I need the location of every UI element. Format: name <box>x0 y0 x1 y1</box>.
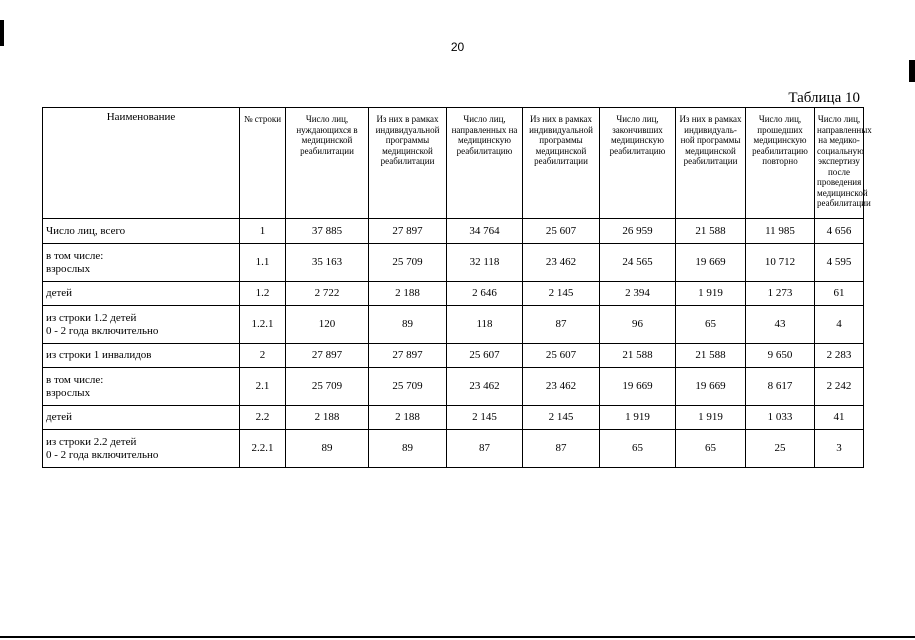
value-cell: 1 919 <box>676 406 746 430</box>
column-header-8: Число лиц, прошедших медицинскую реабилитацию повторно <box>746 108 815 219</box>
value-cell: 1 919 <box>676 282 746 306</box>
column-header-3: Из них в рамках индивидуальной программы медицинской реабилитации <box>369 108 447 219</box>
value-cell: 1 033 <box>746 406 815 430</box>
row-number-cell: 1.1 <box>240 244 286 282</box>
value-cell: 11 985 <box>746 219 815 244</box>
row-number-cell: 1.2.1 <box>240 306 286 344</box>
row-name-cell <box>43 244 240 282</box>
value-cell: 23 462 <box>447 368 523 406</box>
row-number-cell: 2.2 <box>240 406 286 430</box>
value-cell: 4 656 <box>815 219 864 244</box>
table-body <box>43 219 864 468</box>
row-name-line: детей <box>46 411 73 423</box>
row-name-cell <box>43 430 240 468</box>
row-name-cell <box>43 344 240 368</box>
value-cell: 2 646 <box>447 282 523 306</box>
row-number-cell: 2 <box>240 344 286 368</box>
value-cell: 87 <box>447 430 523 468</box>
column-header-9: Число лиц, направленных на медико-социальную экспертизу после проведения медицинской реабилитации <box>815 108 864 219</box>
value-cell: 9 650 <box>746 344 815 368</box>
column-header-7: Из них в рамках индивидуаль-ной программы медицинской реабилитации <box>676 108 746 219</box>
value-cell: 10 712 <box>746 244 815 282</box>
table-row <box>43 282 864 306</box>
value-cell: 23 462 <box>523 244 600 282</box>
value-cell: 2 188 <box>369 282 447 306</box>
column-header-4: Число лиц, направленных на медицинскую реабилитацию <box>447 108 523 219</box>
value-cell: 25 709 <box>286 368 369 406</box>
value-cell: 1 919 <box>600 406 676 430</box>
value-cell: 25 <box>746 430 815 468</box>
row-name-line: 0 - 2 года включительно <box>46 448 159 461</box>
value-cell: 19 669 <box>676 244 746 282</box>
row-number-cell: 1.2 <box>240 282 286 306</box>
row-name-line: из строки 1.2 детей <box>46 311 137 324</box>
value-cell: 4 595 <box>815 244 864 282</box>
value-cell: 2 145 <box>523 282 600 306</box>
scan-bottom-line <box>0 636 915 638</box>
value-cell: 27 897 <box>286 344 369 368</box>
row-name-line: в том числе: <box>46 373 104 386</box>
value-cell: 96 <box>600 306 676 344</box>
scan-edge-mark-right <box>909 60 915 82</box>
value-cell: 25 607 <box>523 219 600 244</box>
value-cell: 89 <box>286 430 369 468</box>
table-row <box>43 406 864 430</box>
value-cell: 65 <box>676 306 746 344</box>
row-name-cell <box>43 368 240 406</box>
value-cell: 25 607 <box>523 344 600 368</box>
value-cell: 4 <box>815 306 864 344</box>
column-header-5: Из них в рамках индивидуальной программы медицинской реабилитации <box>523 108 600 219</box>
value-cell: 35 163 <box>286 244 369 282</box>
row-name-line: детей <box>46 287 73 299</box>
row-number-cell: 1 <box>240 219 286 244</box>
value-cell: 2 283 <box>815 344 864 368</box>
value-cell: 2 145 <box>523 406 600 430</box>
value-cell: 120 <box>286 306 369 344</box>
column-header-6: Число лиц, закончивших медицинскую реабилитацию <box>600 108 676 219</box>
row-number-cell: 2.2.1 <box>240 430 286 468</box>
table-row <box>43 306 864 344</box>
value-cell: 2 394 <box>600 282 676 306</box>
table-header-row <box>43 108 864 219</box>
value-cell: 2 722 <box>286 282 369 306</box>
value-cell: 34 764 <box>447 219 523 244</box>
value-cell: 2 145 <box>447 406 523 430</box>
value-cell: 61 <box>815 282 864 306</box>
value-cell: 87 <box>523 306 600 344</box>
value-cell: 65 <box>600 430 676 468</box>
value-cell: 89 <box>369 306 447 344</box>
value-cell: 8 617 <box>746 368 815 406</box>
row-name-line: 0 - 2 года включительно <box>46 324 159 337</box>
table-row <box>43 430 864 468</box>
value-cell: 43 <box>746 306 815 344</box>
value-cell: 21 588 <box>676 219 746 244</box>
value-cell: 41 <box>815 406 864 430</box>
value-cell: 26 959 <box>600 219 676 244</box>
row-name-cell <box>43 282 240 306</box>
value-cell: 19 669 <box>600 368 676 406</box>
value-cell: 87 <box>523 430 600 468</box>
value-cell: 25 709 <box>369 368 447 406</box>
column-header-0: Наименование <box>43 108 240 219</box>
value-cell: 24 565 <box>600 244 676 282</box>
value-cell: 32 118 <box>447 244 523 282</box>
row-name-line: из строки 1 инвалидов <box>46 349 152 361</box>
row-number-cell: 2.1 <box>240 368 286 406</box>
value-cell: 19 669 <box>676 368 746 406</box>
value-cell: 1 273 <box>746 282 815 306</box>
column-header-2: Число лиц, нуждающихся в медицинской реабилитации <box>286 108 369 219</box>
table-row <box>43 368 864 406</box>
value-cell: 25 607 <box>447 344 523 368</box>
value-cell: 25 709 <box>369 244 447 282</box>
row-name-line: взрослых <box>46 262 91 275</box>
value-cell: 2 188 <box>286 406 369 430</box>
column-header-1: № строки <box>240 108 286 219</box>
row-name-cell <box>43 219 240 244</box>
rehabilitation-table <box>42 107 872 468</box>
row-name-line: Число лиц, всего <box>46 224 126 237</box>
page-number: 20 <box>450 40 465 54</box>
table-row <box>43 244 864 282</box>
table-row <box>43 219 864 244</box>
value-cell: 89 <box>369 430 447 468</box>
row-name-line: в том числе: <box>46 249 104 262</box>
value-cell: 37 885 <box>286 219 369 244</box>
row-name-cell <box>43 306 240 344</box>
value-cell: 3 <box>815 430 864 468</box>
table-caption: Таблица 10 <box>788 90 860 106</box>
value-cell: 2 188 <box>369 406 447 430</box>
table-row <box>43 344 864 368</box>
value-cell: 27 897 <box>369 219 447 244</box>
value-cell: 118 <box>447 306 523 344</box>
value-cell: 21 588 <box>676 344 746 368</box>
value-cell: 27 897 <box>369 344 447 368</box>
value-cell: 65 <box>676 430 746 468</box>
row-name-line: взрослых <box>46 386 91 399</box>
value-cell: 23 462 <box>523 368 600 406</box>
row-name-cell <box>43 406 240 430</box>
value-cell: 21 588 <box>600 344 676 368</box>
value-cell: 2 242 <box>815 368 864 406</box>
row-name-line: из строки 2.2 детей <box>46 435 137 448</box>
